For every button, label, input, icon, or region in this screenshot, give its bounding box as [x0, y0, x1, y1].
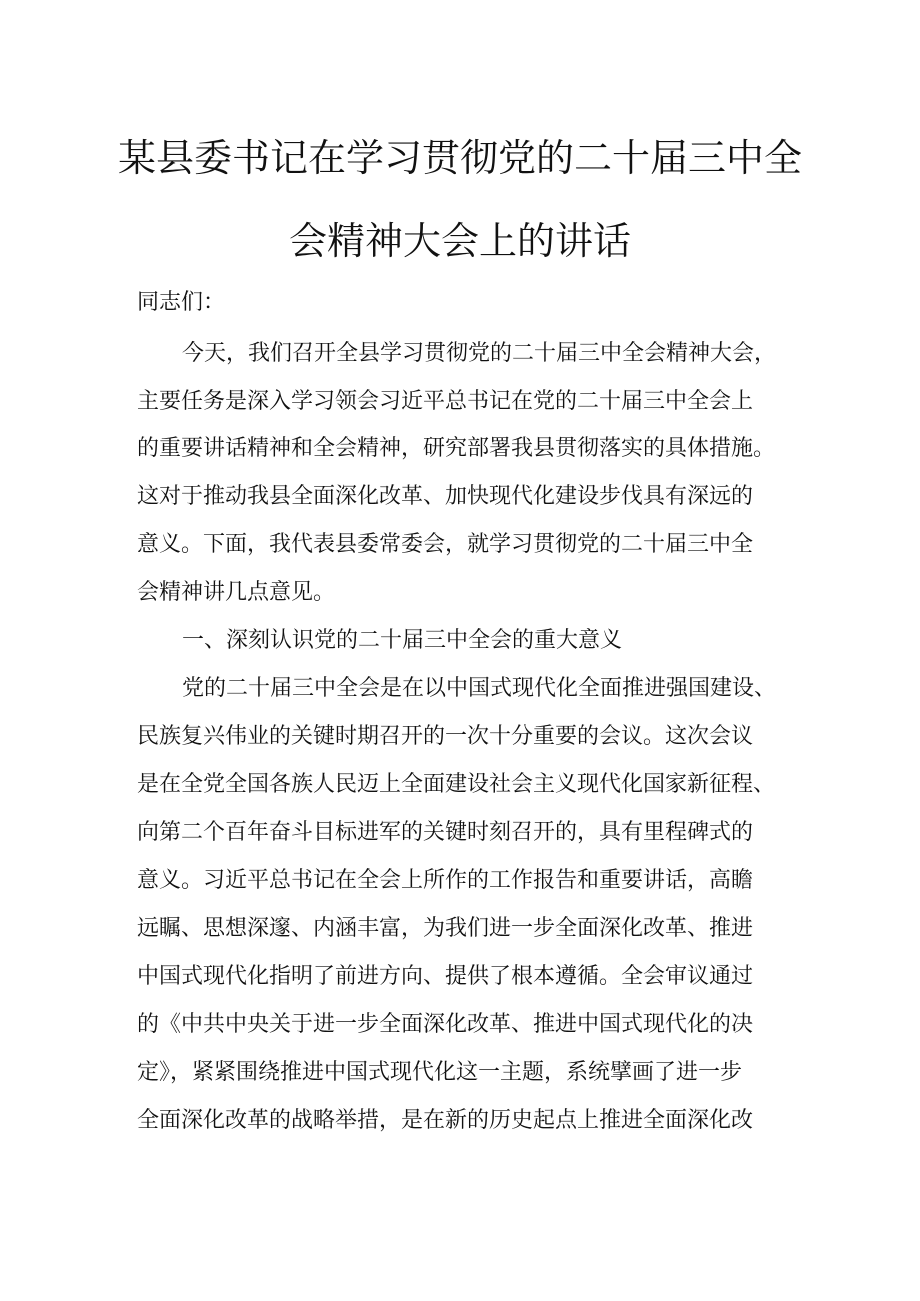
document-title-line-2: 会精神大会上的讲话	[288, 219, 631, 263]
paragraph-line: 意义。下面，我代表县委常委会，就学习贯彻党的二十届三中全	[137, 532, 754, 557]
paragraph-line: 主要任务是深入学习领会习近平总书记在党的二十届三中全会上	[137, 389, 754, 414]
paragraph-line: 远瞩、思想深邃、内涵丰富，为我们进一步全面深化改革、推进	[137, 916, 754, 941]
paragraph-line: 中国式现代化指明了前进方向、提供了根本遵循。全会审议通过	[137, 964, 754, 989]
paragraph-line: 意义。习近平总书记在全会上所作的工作报告和重要讲话，高瞻	[137, 868, 754, 893]
paragraph-line: 向第二个百年奋斗目标进军的关键时刻召开的，具有里程碑式的	[137, 820, 754, 845]
paragraph-line: 定》，紧紧围绕推进中国式现代化这一主题，系统擘画了进一步	[137, 1060, 743, 1085]
paragraph-line: 这对于推动我县全面深化改革、加快现代化建设步伐具有深远的	[137, 484, 754, 509]
paragraph-line: 的重要讲话精神和全会精神，研究部署我县贯彻落实的具体措施。	[137, 436, 776, 461]
section-heading: 一、深刻认识党的二十届三中全会的重大意义	[182, 628, 623, 653]
paragraph-line: 是在全党全国各族人民迈上全面建设社会主义现代化国家新征程、	[137, 772, 776, 797]
paragraph-line: 民族复兴伟业的关键时期召开的一次十分重要的会议。这次会议	[137, 724, 754, 749]
paragraph-line: 的《中共中央关于进一步全面深化改革、推进中国式现代化的决	[137, 1012, 754, 1037]
paragraph-line: 党的二十届三中全会是在以中国式现代化全面推进强国建设、	[182, 676, 777, 701]
paragraph-line: 今天，我们召开全县学习贯彻党的二十届三中全会精神大会，	[182, 341, 777, 366]
paragraph-line: 全面深化改革的战略举措，是在新的历史起点上推进全面深化改	[137, 1108, 754, 1133]
paragraph-line: 会精神讲几点意见。	[137, 580, 336, 605]
salutation: 同志们：	[137, 290, 226, 315]
document-title-line-1: 某县委书记在学习贯彻党的二十届三中全	[117, 136, 802, 180]
